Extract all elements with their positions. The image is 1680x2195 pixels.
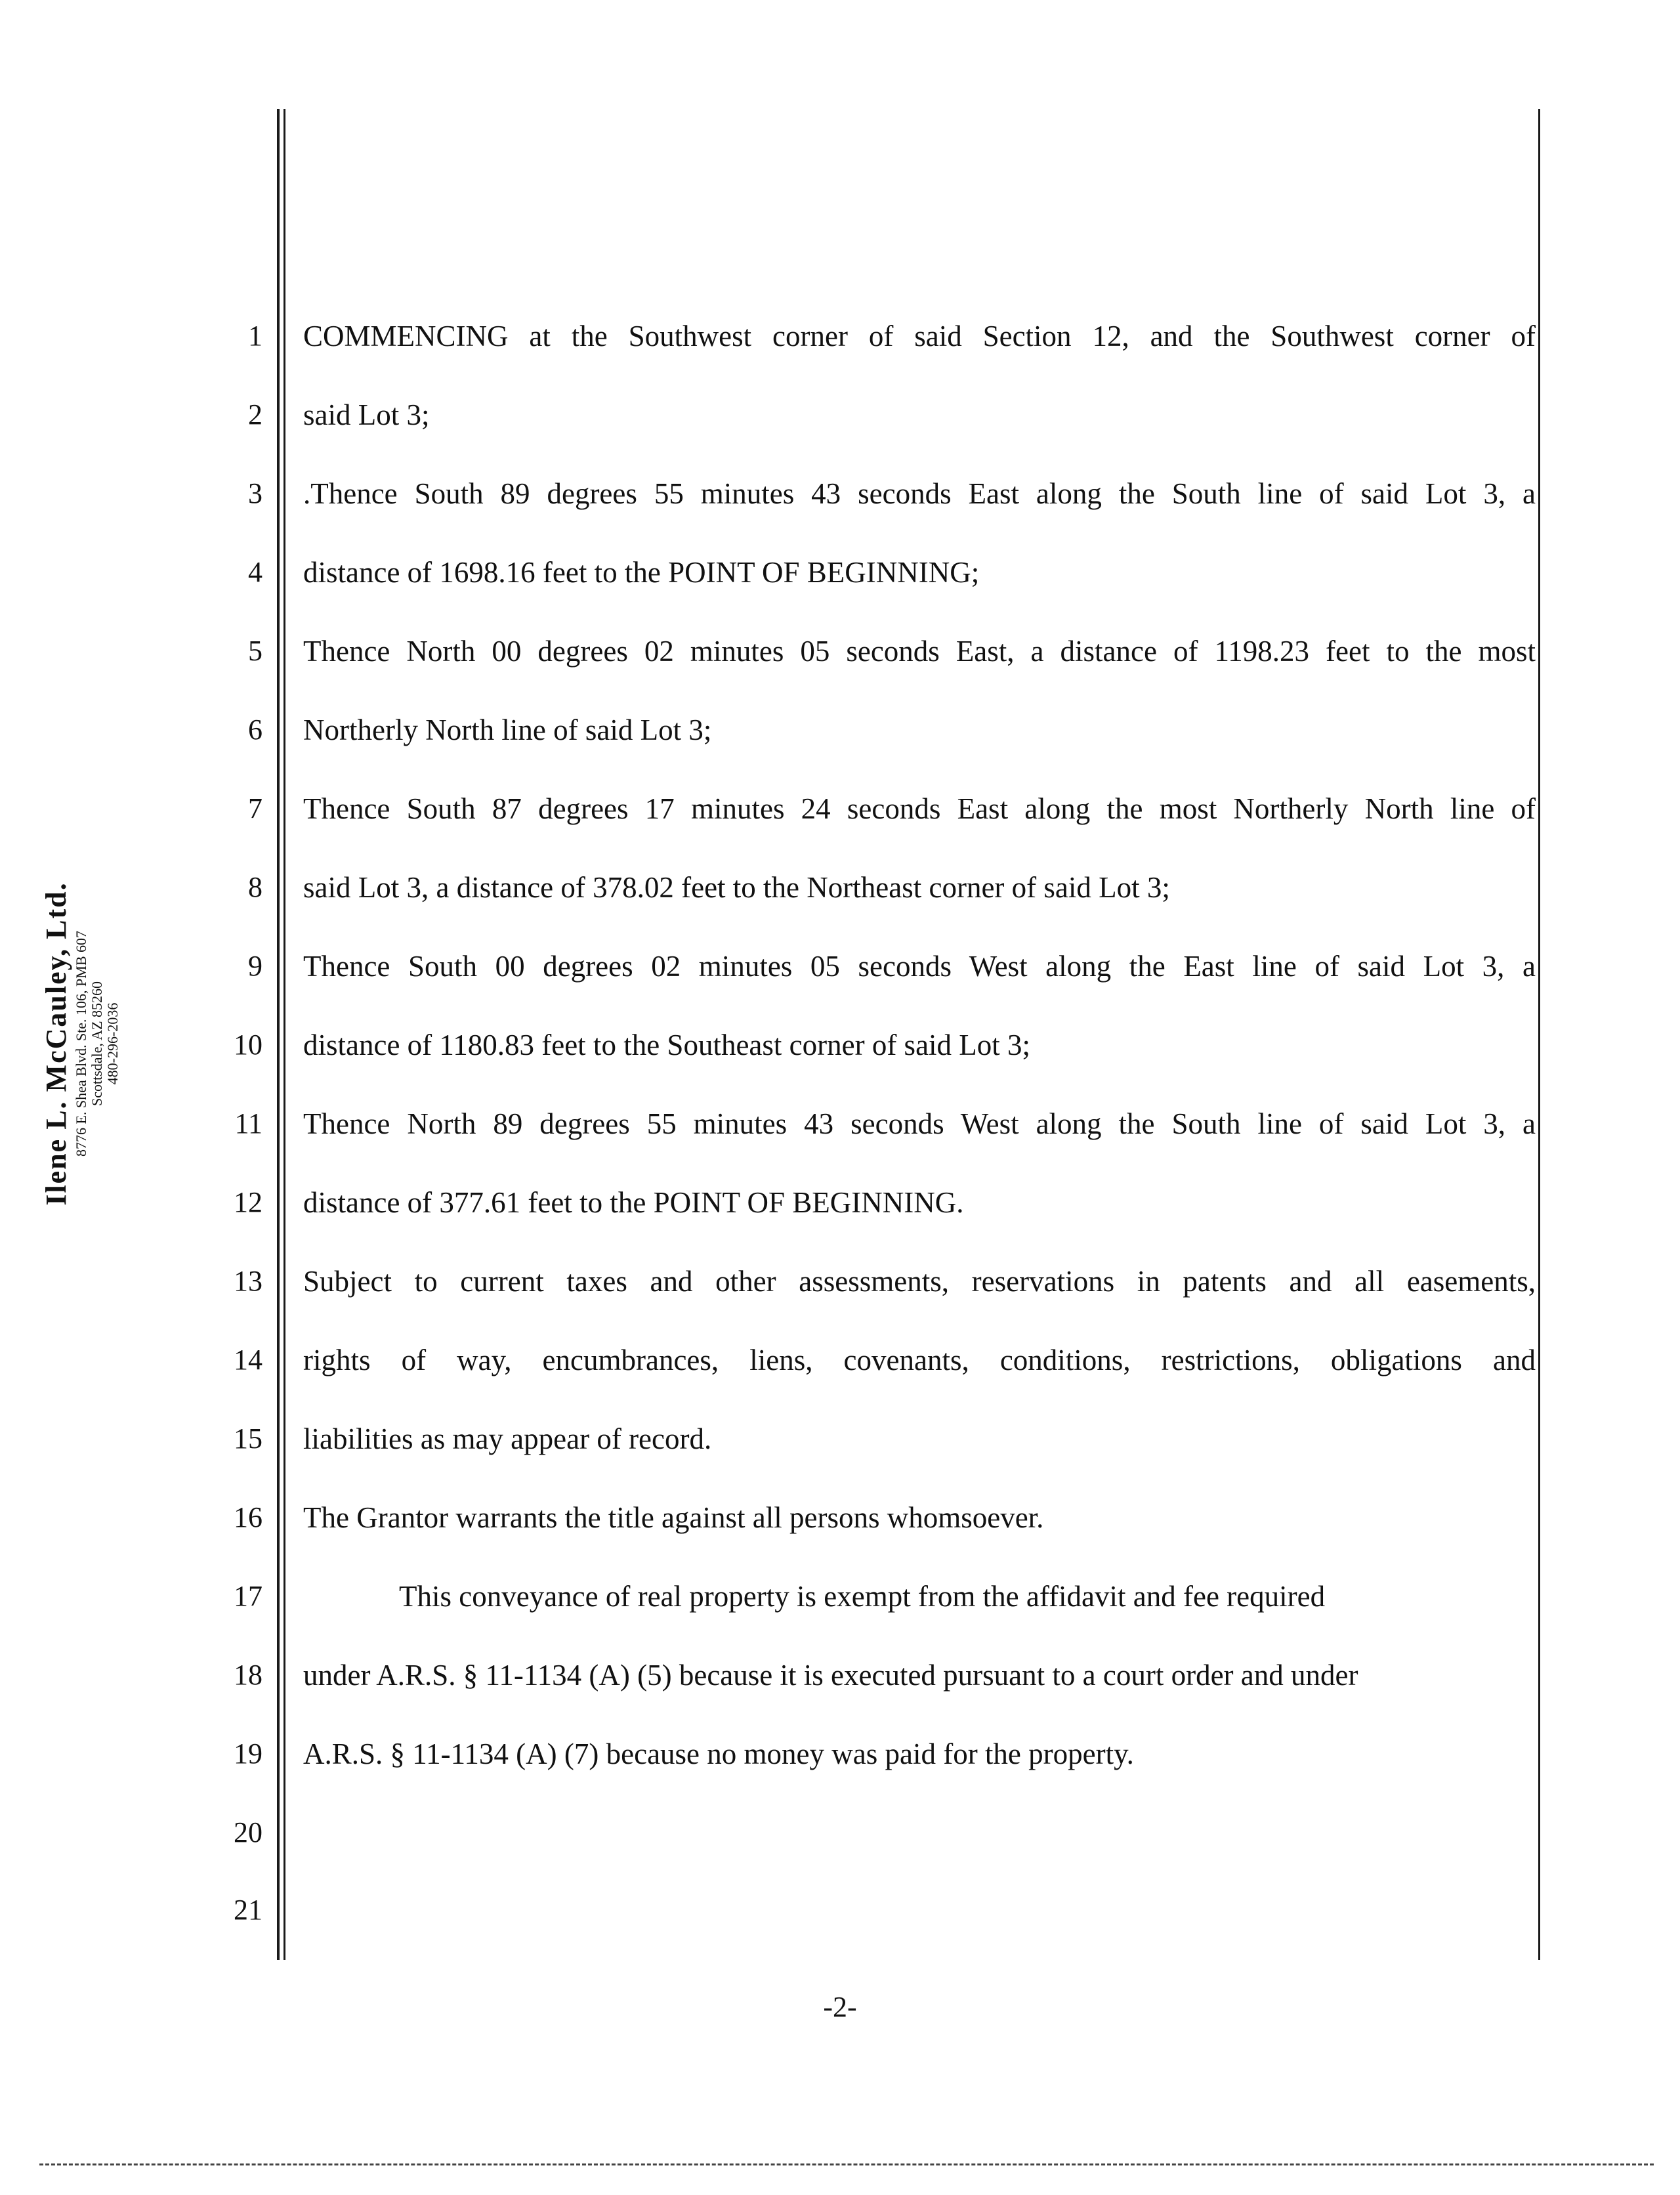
text-line: Thence North 89 degrees 55 minutes 43 seconds West along the South line of said Lot 3, a [303, 1107, 1536, 1140]
text-line: A.R.S. § 11-1134 (A) (7) because no money was paid for the property. [303, 1737, 1134, 1770]
line-number: 12 [234, 1186, 262, 1218]
left-margin-rule [277, 109, 280, 1960]
line-number: 4 [248, 556, 262, 588]
text-line: COMMENCING at the Southwest corner of said Section 12, and the Southwest corner of [303, 320, 1536, 352]
line-number: 18 [234, 1659, 262, 1691]
firm-address-line1: 8776 E. Shea Blvd. Ste. 106, PMB 607 [73, 930, 89, 1157]
text-line: Northerly North line of said Lot 3; [303, 714, 712, 746]
line-number: 9 [248, 950, 262, 982]
line-number: 6 [248, 714, 262, 746]
line-number: 1 [248, 320, 262, 352]
text-line: Thence South 87 degrees 17 minutes 24 seconds East along the most Northerly North line of [303, 792, 1536, 825]
text-line: .Thence South 89 degrees 55 minutes 43 seconds East along the South line of said Lot 3, a [303, 477, 1536, 510]
text-line: distance of 1180.83 feet to the Southeast corner of said Lot 3; [303, 1029, 1031, 1061]
text-line: Subject to current taxes and other assessments, reservations in patents and all easements, [303, 1265, 1536, 1298]
text-line: rights of way, encumbrances, liens, covenants, conditions, restrictions, obligations and [303, 1344, 1536, 1376]
line-number: 20 [234, 1816, 262, 1848]
line-number: 11 [234, 1107, 262, 1140]
right-margin-rule [1538, 109, 1540, 1960]
text-line: said Lot 3; [303, 398, 430, 431]
line-number: 5 [248, 635, 262, 667]
line-number: 2 [248, 398, 262, 431]
line-number: 15 [234, 1422, 262, 1455]
page-number: -2- [823, 1991, 857, 2023]
text-line: under A.R.S. § 11-1134 (A) (5) because it is executed pursuant to a court order and under [303, 1659, 1358, 1692]
text-line: This conveyance of real property is exempt from the affidavit and fee required [399, 1580, 1326, 1613]
text-line: distance of 1698.16 feet to the POINT OF BEGINNING; [303, 556, 980, 589]
line-number: 13 [234, 1265, 262, 1297]
line-number: 8 [248, 871, 262, 903]
line-number: 10 [234, 1029, 262, 1061]
firm-phone: 480-296-2036 [104, 1002, 121, 1085]
text-line: The Grantor warrants the title against all persons whomsoever. [303, 1501, 1044, 1534]
text-line: liabilities as may appear of record. [303, 1422, 712, 1455]
line-number: 14 [234, 1344, 262, 1376]
line-number: 16 [234, 1501, 262, 1533]
text-line: distance of 377.61 feet to the POINT OF BEGINNING. [303, 1186, 964, 1219]
firm-address-line2: Scottsdale, AZ 85260 [89, 981, 105, 1107]
line-number: 17 [234, 1580, 262, 1612]
firm-name: Ilene L. McCauley, Ltd. [40, 882, 72, 1206]
left-margin-rule-inner [284, 109, 285, 1960]
text-line: Thence North 00 degrees 02 minutes 05 seconds East, a distance of 1198.23 feet to the most [303, 635, 1536, 668]
line-number: 21 [234, 1894, 262, 1926]
line-number: 7 [248, 792, 262, 824]
text-line: Thence South 00 degrees 02 minutes 05 seconds West along the East line of said Lot 3, a [303, 950, 1536, 983]
line-number: 3 [248, 477, 262, 509]
line-number: 19 [234, 1737, 262, 1770]
text-line: said Lot 3, a distance of 378.02 feet to the Northeast corner of said Lot 3; [303, 871, 1170, 904]
scan-border-artifact [39, 2163, 1654, 2165]
